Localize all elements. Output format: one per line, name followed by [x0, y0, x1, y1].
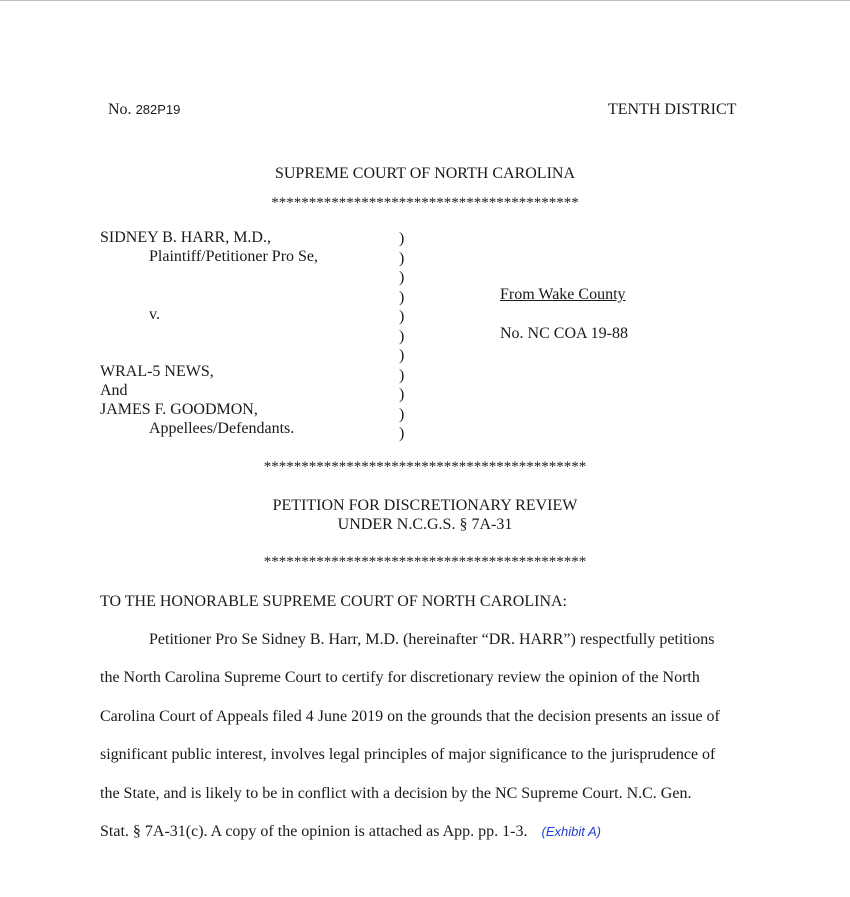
plaintiff-role: Plaintiff/Petitioner Pro Se, — [149, 248, 319, 265]
body-line-3: Carolina Court of Appeals filed 4 June 2019 on the grounds that the decision presents an issue of — [100, 708, 720, 725]
salutation: TO THE HONORABLE SUPREME COURT OF NORTH CAROLINA: — [100, 593, 567, 610]
paren: ) — [399, 425, 405, 442]
body-line-6-text: Stat. § 7A-31(c). A copy of the opinion is attached as App. pp. 1-3. — [100, 823, 528, 840]
paren: ) — [399, 288, 405, 306]
paren: ) — [399, 269, 405, 286]
body-line-6 — [100, 823, 601, 841]
coa-number: No. NC COA 19-88 — [500, 325, 629, 342]
body-line-1: Petitioner Pro Se Sidney B. Harr, M.D. (hereinafter “DR. HARR”) respectfully petitions — [149, 631, 715, 648]
body-line-4: significant public interest, involves legal principles of major significance to the jurisprudence of — [100, 746, 716, 763]
defendant-role: Appellees/Defendants. — [149, 420, 295, 437]
petition-title-line-1: PETITION FOR DISCRETIONARY REVIEW — [272, 497, 578, 514]
caption-paren-column — [399, 229, 404, 444]
petition-title-line-2: UNDER N.C.G.S. § 7A-31 — [337, 516, 513, 533]
separator-stars-mid: ******************************************* — [263, 459, 587, 475]
paren: ) — [399, 405, 405, 423]
plaintiff-name: SIDNEY B. HARR, M.D., — [100, 229, 271, 246]
separator-stars-top: ***************************************** — [271, 195, 579, 211]
viewer-top-border — [0, 0, 850, 1]
separator-stars-bottom: ******************************************* — [263, 554, 587, 570]
paren: ) — [399, 230, 405, 247]
paren: ) — [399, 249, 405, 267]
case-number-prefix: No. — [108, 101, 132, 118]
paren: ) — [399, 386, 405, 403]
district-label: TENTH DISTRICT — [608, 101, 737, 118]
body-line-2: the North Carolina Supreme Court to certify for discretionary review the opinion of the North — [100, 669, 700, 686]
paren: ) — [399, 308, 405, 325]
from-county: From Wake County — [500, 286, 626, 303]
defendant-1: WRAL-5 NEWS, — [100, 363, 214, 380]
exhibit-a-link[interactable]: (Exhibit A) — [541, 824, 601, 839]
body-line-5: the State, and is likely to be in conflict with a decision by the NC Supreme Court. N.C. Gen. — [100, 785, 692, 802]
case-number — [108, 101, 180, 119]
paren: ) — [399, 327, 405, 345]
conjunction: And — [100, 382, 128, 399]
court-title: SUPREME COURT OF NORTH CAROLINA — [274, 165, 576, 182]
case-number-value: 282P19 — [135, 102, 181, 117]
paren: ) — [399, 366, 405, 384]
versus-label: v. — [149, 306, 160, 323]
defendant-2: JAMES F. GOODMON, — [100, 401, 258, 418]
paren: ) — [399, 347, 405, 364]
